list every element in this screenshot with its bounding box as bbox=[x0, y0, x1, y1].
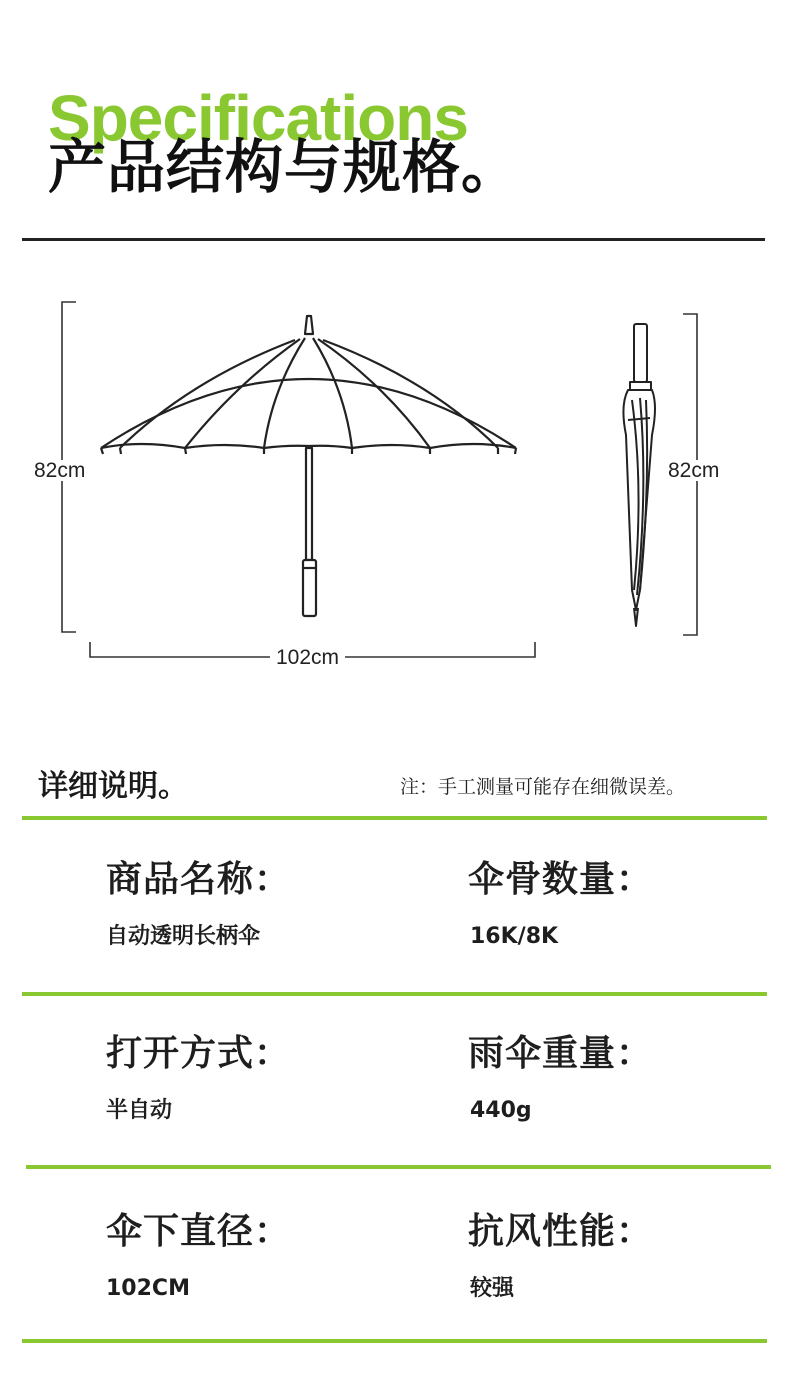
row-divider bbox=[26, 1165, 771, 1169]
spec-label-product-name: 商品名称： bbox=[106, 859, 292, 900]
spec-value-rib-count: 16K/8K bbox=[470, 924, 559, 949]
title-chinese: 产品结构与规格。 bbox=[48, 133, 521, 201]
row-divider bbox=[22, 1339, 767, 1343]
title-english: Specifications bbox=[48, 82, 468, 154]
spec-value-product-name: 自动透明长柄伞 bbox=[106, 924, 261, 949]
spec-value-wind-resistance: 较强 bbox=[470, 1276, 515, 1301]
spec-label-open-method: 打开方式： bbox=[106, 1033, 292, 1074]
spec-label-weight: 雨伞重量： bbox=[468, 1033, 654, 1074]
details-divider bbox=[22, 816, 767, 820]
closed-height-label: 82cm bbox=[668, 459, 720, 482]
spec-value-weight: 440g bbox=[470, 1098, 532, 1123]
spec-value-diameter: 102CM bbox=[106, 1276, 190, 1301]
umbrella-diagram bbox=[0, 290, 790, 680]
closed-umbrella-icon bbox=[623, 324, 655, 626]
spec-label-wind-resistance: 抗风性能： bbox=[468, 1211, 654, 1252]
row-divider bbox=[22, 992, 767, 996]
header-divider bbox=[22, 238, 765, 241]
spec-label-rib-count: 伞骨数量： bbox=[468, 859, 654, 900]
spec-label-diameter: 伞下直径： bbox=[106, 1211, 292, 1252]
open-width-label: 102cm bbox=[270, 647, 345, 668]
spec-value-open-method: 半自动 bbox=[106, 1098, 173, 1123]
open-umbrella-icon bbox=[101, 316, 516, 616]
details-title: 详细说明。 bbox=[38, 769, 188, 804]
measurement-note: 注：手工测量可能存在细微误差。 bbox=[400, 776, 686, 798]
open-height-label: 82cm bbox=[34, 459, 86, 482]
